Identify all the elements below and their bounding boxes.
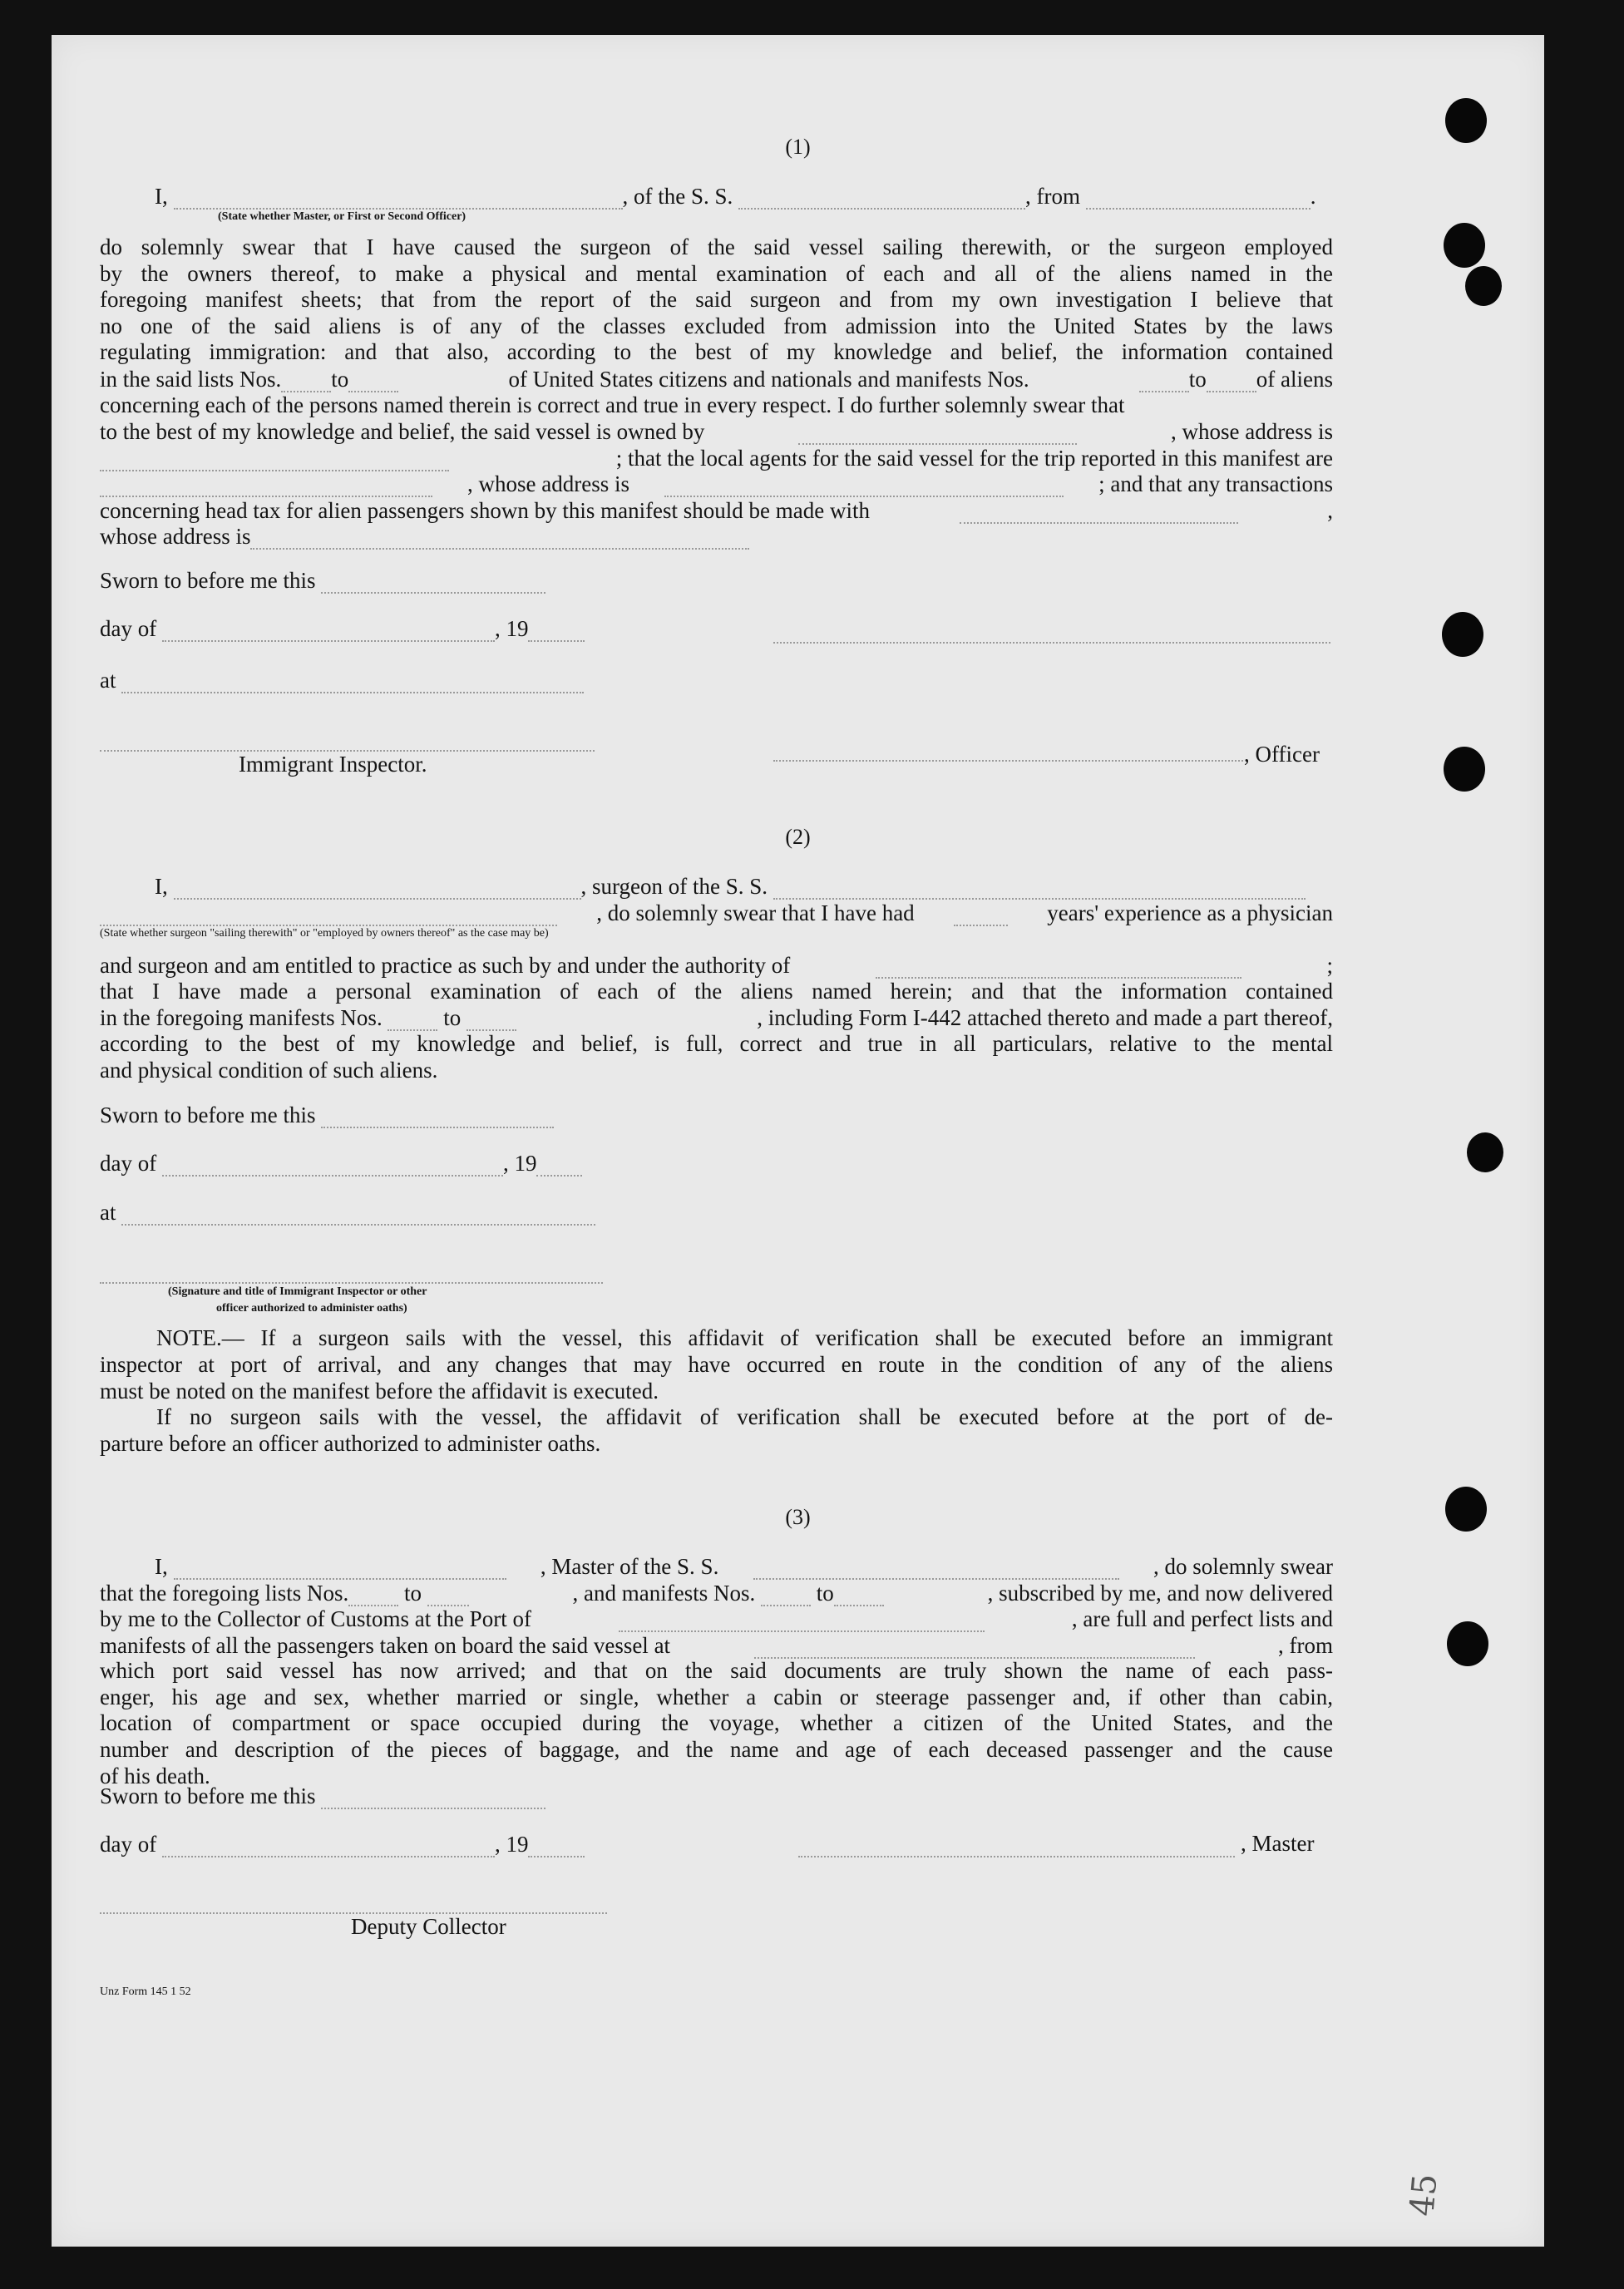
s3-day-of: day of , 19 <box>100 1831 585 1857</box>
s2-note-para1: NOTE.— If a surgeon sails with the vessel, this affidavit of verification shall be executed before an immigrant inspector at port of arrival, and any changes that may have occurred en route in the condition of any of the aliens <box>100 1325 1333 1377</box>
s2-day-of: day of , 19 <box>100 1150 582 1177</box>
s1-sworn: Sworn to before me this <box>100 567 545 594</box>
binder-hole <box>1465 266 1502 306</box>
s1-address-line: , whose address is ; and that any transactions <box>100 471 1333 497</box>
section-1-number: (1) <box>785 135 811 159</box>
s1-line1: I, , of the S. S. , from . <box>155 184 1316 209</box>
binder-hole <box>1444 747 1485 792</box>
s1-body: do solemnly swear that I have caused the surgeon of the said vessel sailing therewith, or the surgeon employed by the owners thereof, to make a physical and mental examination of each and all of the aliens named in the foregoing manifest sheets; that from the report of the said surgeon and from my own investigation I believe that no one of the said aliens is of any of the classes excluded from admission into the United States by the laws regulating immigration: and that also, according to the best of my knowledge and belief, the information contained <box>100 234 1333 365</box>
s2-at: at <box>100 1199 595 1226</box>
handwritten-mark: 45 <box>1403 2172 1445 2218</box>
s1-body2: concerning each of the persons named therein is correct and true in every respect. I do further solemnly swear that <box>100 392 1125 417</box>
s2-body: that I have made a personal examination of each of the aliens named herein; and that the information contained <box>100 979 1333 1004</box>
s1-whose-line: whose address is <box>100 523 749 550</box>
s3-master-signature-line <box>798 1854 1235 1857</box>
s3-deputy-label: Deputy Collector <box>351 1914 506 1939</box>
s2-body3: and physical condition of such aliens. <box>100 1058 438 1083</box>
s1-officer-note: (State whether Master, or First or Second Officer) <box>218 210 466 223</box>
binder-hole <box>1447 1621 1488 1666</box>
s2-manifests-line: in the foregoing manifests Nos. to , including Form I-442 attached thereto and made a part thereof, <box>100 1005 1333 1030</box>
s2-note-para2: If no surgeon sails with the vessel, the affidavit of verification shall be executed before at the port of de- <box>156 1404 1333 1429</box>
s1-officer-label: , Officer <box>1244 742 1320 767</box>
binder-hole <box>1445 98 1487 143</box>
s3-collector-line: by me to the Collector of Customs at the Port of , are full and perfect lists and <box>100 1606 1333 1631</box>
binder-hole <box>1444 223 1485 268</box>
s3-line1: I, , Master of the S. S. , do solemnly swear <box>155 1554 1333 1579</box>
s1-owned-line: to the best of my knowledge and belief, the said vessel is owned by , whose address is <box>100 419 1333 444</box>
s2-body2: according to the best of my knowledge and belief, is full, correct and true in all particulars, relative to the mental <box>100 1031 1333 1056</box>
s1-lists-line: in the said lists Nos. to of United States citizens and nationals and manifests Nos. to of aliens <box>100 367 1333 392</box>
s1-day-of: day of , 19 <box>100 615 585 642</box>
s1-headtax-line: concerning head tax for alien passengers shown by this manifest should be made with , <box>100 498 1333 523</box>
s2-note-para1-last: must be noted on the manifest before the affidavit is executed. <box>100 1379 659 1403</box>
binder-hole <box>1442 612 1483 657</box>
s2-line1: I, , surgeon of the S. S. <box>155 873 1306 900</box>
section-2-number: (2) <box>785 825 811 849</box>
s3-lists-line: that the foregoing lists Nos. to , and manifests Nos. to , subscribed by me, and now delivered <box>100 1581 1333 1606</box>
s1-inspector-label: Immigrant Inspector. <box>239 752 427 777</box>
s3-body-last: of his death. <box>100 1764 210 1788</box>
s3-body: which port said vessel has now arrived; and that on the said documents are truly shown the name of each pass- enger, his age and sex, whether married or single, whether a cabin or steerage passenger and, if other than cabin, location of compartment or space occupied during the voyage, whether a citizen of the United States, and the number and description of the pieces of baggage, and the name and age of each deceased passenger and the cause <box>100 1658 1333 1762</box>
s2-sig-note2: officer authorized to administer oaths) <box>216 1302 407 1315</box>
s1-agents-line: ; that the local agents for the said vessel for the trip reported in this manifest are <box>100 445 1333 471</box>
s1-officer-signature-line <box>773 640 1330 644</box>
s2-line2: , do solemnly swear that I have had years' experience as a physician <box>100 900 1333 926</box>
s3-master-label: , Master <box>1241 1831 1315 1856</box>
s2-signature-line <box>100 1280 603 1284</box>
s1-at: at <box>100 667 584 693</box>
s3-sworn: Sworn to before me this <box>100 1783 545 1809</box>
section-3-number: (3) <box>785 1505 811 1529</box>
s2-sworn: Sworn to before me this <box>100 1102 554 1128</box>
s2-sig-note1: (Signature and title of Immigrant Inspector or other <box>168 1285 427 1298</box>
s1-officer-line <box>773 758 1243 762</box>
binder-hole <box>1445 1487 1487 1532</box>
s2-surgeon-note: (State whether surgeon "sailing therewith" or "employed by owners thereof" as the case may be) <box>100 927 549 940</box>
s2-authority-line: and surgeon and am entitled to practice as such by and under the authority of ; <box>100 953 1333 978</box>
s2-note-para2-last: parture before an officer authorized to administer oaths. <box>100 1431 601 1456</box>
binder-hole <box>1467 1132 1503 1172</box>
form-id: Unz Form 145 1 52 <box>100 1986 191 1998</box>
s3-manifests-line: manifests of all the passengers taken on board the said vessel at , from <box>100 1633 1333 1658</box>
document-page <box>52 35 1544 2247</box>
